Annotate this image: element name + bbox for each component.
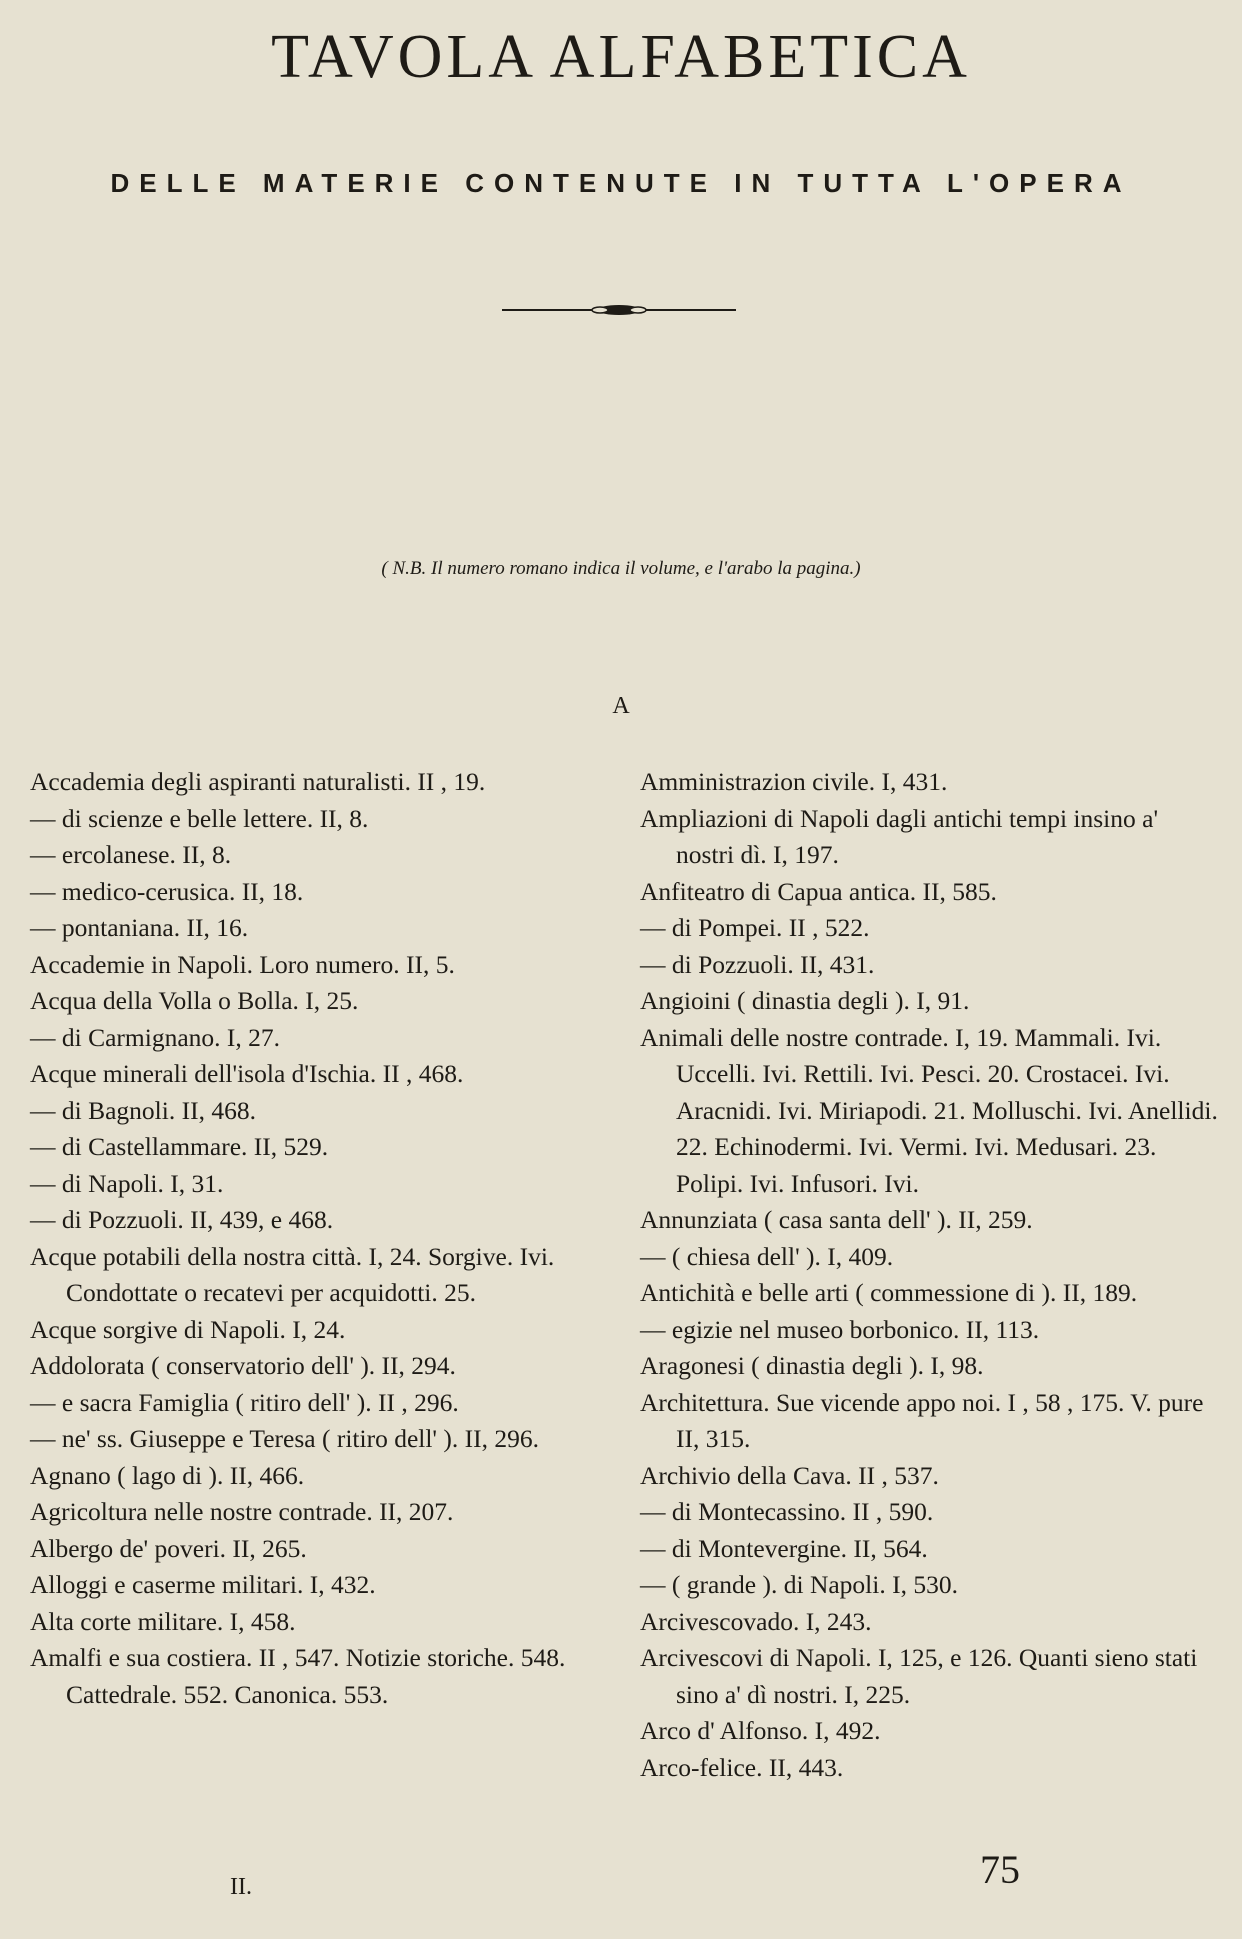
index-entry: — ercolanese. II, 8. xyxy=(30,840,232,869)
signature-mark: II. xyxy=(230,1874,252,1900)
index-entry: Arco-felice. II, 443. xyxy=(640,1752,844,1782)
index-entry: — ( chiesa dell' ). I, 409. xyxy=(640,1241,894,1271)
index-entry: Animali delle nostre contrade. I, 19. Mammali. Ivi. Uccelli. Ivi. Rettili. Ivi. Pesci. 20. Crostacei. Ivi. Aracnidi. Ivi. Miriapodi. 21. Molluschi. Ivi. Anellidi. 22. Echinodermi. Ivi. Vermi. Ivi. Medusari. 23. Polipi. Ivi. Infusori. Ivi. xyxy=(640,1022,1218,1198)
index-entry: — di Bagnoli. II, 468. xyxy=(30,1095,256,1125)
index-entry: Acque minerali dell'isola d'Ischia. II , 468. xyxy=(30,1059,464,1088)
index-entry: Agnano ( lago di ). II, 466. xyxy=(30,1460,305,1490)
index-entry: — di Pompei. II , 522. xyxy=(640,913,870,942)
index-entry: — di Napoli. I, 31. xyxy=(30,1168,224,1198)
index-entry: Amministrazion civile. I, 431. xyxy=(640,767,948,796)
index-entry: Accademia degli aspiranti naturalisti. II , 19. xyxy=(30,767,486,796)
index-entry: Albergo de' poveri. II, 265. xyxy=(30,1533,307,1563)
index-entry: Arco d' Alfonso. I, 492. xyxy=(640,1716,881,1745)
index-entry: Annunziata ( casa santa dell' ). II, 259. xyxy=(640,1205,1033,1234)
index-entry: — e sacra Famiglia ( ritiro dell' ). II , 296. xyxy=(30,1387,459,1417)
index-entry: Archivio della Cava. II , 537. xyxy=(640,1460,939,1490)
index-entry: Alloggi e caserme militari. I, 432. xyxy=(30,1570,376,1599)
index-entry: — medico-cerusica. II, 18. xyxy=(30,876,304,906)
note-text: ( N.B. Il numero romano indica il volume, e l'arabo la pagina.) xyxy=(381,558,861,579)
left-column xyxy=(30,764,620,1713)
index-entry: — ne' ss. Giuseppe e Teresa ( ritiro dell' ). II, 296. xyxy=(30,1424,540,1453)
index-entry: Acque sorgive di Napoli. I, 24. xyxy=(30,1314,346,1344)
index-entry: — di scienze e belle lettere. II, 8. xyxy=(30,803,369,833)
index-entry: — di Montevergine. II, 564. xyxy=(640,1533,928,1563)
right-column xyxy=(640,764,1218,1786)
index-entry: Angioini ( dinastia degli ). I, 91. xyxy=(640,986,970,1015)
index-entry: Ampliazioni di Napoli dagli antichi tempi insino a' nostri dì. I, 197. xyxy=(640,803,1159,869)
index-entry: Arcivescovi di Napoli. I, 125, e 126. Quanti sieno stati sino a' dì nostri. I, 225. xyxy=(640,1643,1198,1709)
index-entry: Aragonesi ( dinastia degli ). I, 98. xyxy=(640,1351,984,1380)
index-entry: Alta corte militare. I, 458. xyxy=(30,1606,296,1636)
index-entry: Antichità e belle arti ( commessione di ). II, 189. xyxy=(640,1278,1138,1307)
index-entry: Agricoltura nelle nostre contrade. II, 207. xyxy=(30,1497,454,1526)
page-title: TAVOLA ALFABETICA xyxy=(271,23,971,91)
index-entry: — ( grande ). di Napoli. I, 530. xyxy=(640,1570,958,1599)
index-entry: Acqua della Volla o Bolla. I, 25. xyxy=(30,986,359,1015)
index-entry: — egizie nel museo borbonico. II, 113. xyxy=(640,1314,1040,1344)
index-entry: — pontaniana. II, 16. xyxy=(30,913,249,942)
index-entry: Architettura. Sue vicende appo noi. I , 58 , 175. V. pure II, 315. xyxy=(640,1387,1204,1453)
index-entry: Acque potabili della nostra città. I, 24. Sorgive. Ivi. Condottate o recatevi per acquidotti. 25. xyxy=(30,1241,555,1307)
index-entry: — di Castellammare. II, 529. xyxy=(30,1132,329,1161)
page-subtitle: DELLE MATERIE CONTENUTE IN TUTTA L'OPERA xyxy=(110,168,1132,198)
index-entry: — di Pozzuoli. II, 431. xyxy=(640,949,875,979)
index-entry: Amalfi e sua costiera. II , 547. Notizie storiche. 548. Cattedrale. 552. Canonica. 553. xyxy=(30,1643,566,1709)
index-entry: — di Carmignano. I, 27. xyxy=(30,1022,281,1052)
page-number: 75 xyxy=(980,1847,1020,1892)
index-entry: — di Pozzuoli. II, 439, e 468. xyxy=(30,1205,334,1234)
index-entry: Anfiteatro di Capua antica. II, 585. xyxy=(640,876,997,906)
ornament-divider xyxy=(500,296,738,324)
section-letter: A xyxy=(612,693,630,719)
index-entry: — di Montecassino. II , 590. xyxy=(640,1497,934,1526)
index-entry: Arcivescovado. I, 243. xyxy=(640,1606,872,1636)
index-entry: Accademie in Napoli. Loro numero. II, 5. xyxy=(30,949,455,979)
index-entry: Addolorata ( conservatorio dell' ). II, 294. xyxy=(30,1351,456,1380)
